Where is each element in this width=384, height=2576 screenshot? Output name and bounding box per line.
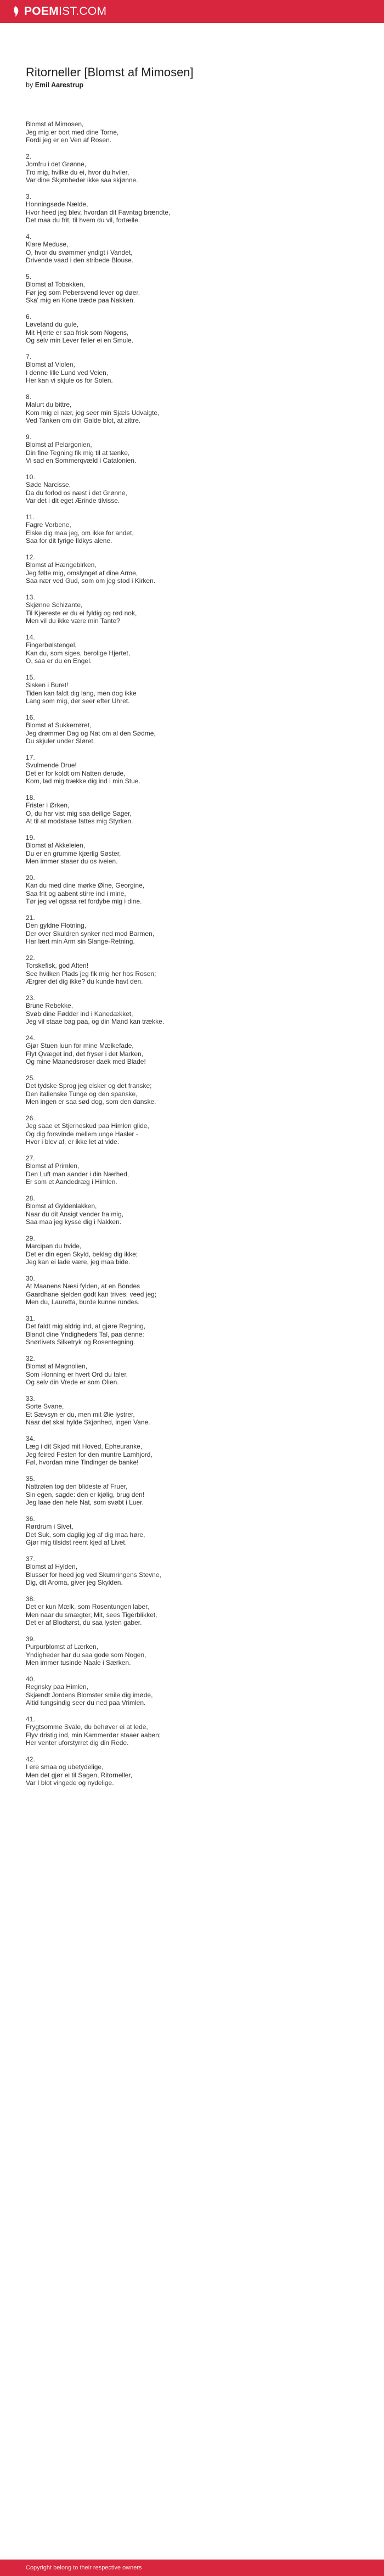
poem-line: Sisken i Buret! bbox=[26, 681, 69, 689]
poem-line: Jeg vil staae bag paa, og din Mand kan trække. bbox=[26, 1018, 165, 1025]
poem-line: Fingerbølstengel, bbox=[26, 641, 77, 649]
poem-line: Gjør mig tilsidst reent kjed af Livet. bbox=[26, 1539, 127, 1546]
poem-stanza bbox=[26, 1555, 355, 1587]
poem-line: Dig, dit Aroma, giver jeg Skylden. bbox=[26, 1579, 123, 1586]
poem-line: 4. bbox=[26, 232, 32, 240]
poem-line: Kom, lad mig trække dig ind i min Stue. bbox=[26, 777, 140, 785]
poem-line: 28. bbox=[26, 1194, 35, 1202]
poem-stanza bbox=[26, 1395, 355, 1427]
poem-line: Kom mig ei nær, jeg seer min Sjæls Udvalgte, bbox=[26, 408, 160, 417]
poem-line: See hvilken Plads jeg fik mig her hos Rosen; bbox=[26, 969, 156, 978]
poem-line: 8. bbox=[26, 392, 32, 401]
poem-line: Jeg følte mig, omslynget af dine Arme, bbox=[26, 569, 138, 577]
poem-line: 36. bbox=[26, 1514, 35, 1523]
poem-line: Blomst af Violen, bbox=[26, 361, 75, 368]
poem-line: Torskefisk, god Aften! bbox=[26, 962, 89, 969]
poem-line: Flyt Qvæget ind, det fryser i det Marken, bbox=[26, 1050, 144, 1058]
poem-line: Brune Rebekke, bbox=[26, 1002, 74, 1009]
poem-line: Men ingen er saa sød dog, som den danske. bbox=[26, 1098, 156, 1105]
poem-line: 34. bbox=[26, 1434, 35, 1443]
poem-line: Ærgrer det dig ikke? du kunde havt den. bbox=[26, 978, 143, 985]
poem-line: Men det gjør ei til Sagen, Ritorneller, bbox=[26, 1771, 133, 1779]
poem-line: 26. bbox=[26, 1114, 35, 1122]
poem-stanza bbox=[26, 834, 355, 866]
poem-line: Hvor heed jeg blev, hvordan dit Favntag brændte, bbox=[26, 208, 171, 216]
poem-line: Jeg feired Festen for den muntre Lamhjord, bbox=[26, 1450, 153, 1458]
poem-line: Men immer tusinde Naale i Særken. bbox=[26, 1659, 131, 1666]
poem-stanza bbox=[26, 994, 355, 1026]
poem-line: Rørdrum i Sivet, bbox=[26, 1523, 74, 1530]
poem-line: Fagre Verbene, bbox=[26, 521, 71, 529]
poem-line: 12. bbox=[26, 553, 35, 561]
poem-stanza bbox=[26, 954, 355, 986]
poem-line: Blomst af Gyldenlakken, bbox=[26, 1202, 97, 1210]
poem-line: O, du har vist mig saa deilige Sager, bbox=[26, 809, 132, 817]
poem-line: 2. bbox=[26, 152, 32, 160]
poem-line: 5. bbox=[26, 272, 32, 280]
poem-line: 10. bbox=[26, 473, 35, 481]
poem-line: 6. bbox=[26, 312, 32, 321]
poem-stanza bbox=[26, 1194, 355, 1226]
poem-line: Svulmende Drue! bbox=[26, 761, 77, 769]
poem-line: Var dine Skjønheder ikke saa skjønne. bbox=[26, 176, 138, 184]
poem-stanza bbox=[26, 473, 355, 505]
poem-line: 15. bbox=[26, 673, 35, 681]
poem-line: Tiden kan faldt dig lang, men dog ikke bbox=[26, 689, 137, 697]
poem-stanza bbox=[26, 1034, 355, 1066]
poem-line: Gjør Stuen luun for mine Mælkefade, bbox=[26, 1042, 134, 1050]
poem-line: Er som et Aandedræg i Himlen. bbox=[26, 1178, 117, 1186]
poem-line: Ska' mig en Kone træde paa Nakken. bbox=[26, 296, 135, 304]
poem-line: Jomfru i det Grønne, bbox=[26, 160, 87, 168]
poem-stanza bbox=[26, 914, 355, 946]
poem-line: Blomst af Primlen, bbox=[26, 1162, 80, 1170]
poem-line: 35. bbox=[26, 1474, 35, 1483]
by-label: by bbox=[26, 81, 33, 89]
poem-stanza bbox=[26, 1475, 355, 1507]
poem-line: Altid tungsindig seer du ned paa Vrimlen. bbox=[26, 1699, 146, 1707]
poem-stanza bbox=[26, 1315, 355, 1346]
footer-bar bbox=[0, 2560, 384, 2576]
poem-stanza bbox=[26, 193, 355, 225]
poem-line: Flyv dristig ind, min Kammerdør staaer aaben; bbox=[26, 1731, 161, 1739]
poem-line: Mit Hjerte er saa frisk som Nogens, bbox=[26, 328, 129, 336]
poem-line: Har lært min Arm sin Slange-Retning. bbox=[26, 938, 135, 945]
poem-stanza bbox=[26, 1114, 355, 1146]
poem-stanza bbox=[26, 874, 355, 906]
poem-line: 20. bbox=[26, 873, 35, 882]
top-bar bbox=[0, 0, 384, 23]
poem-stanza bbox=[26, 1675, 355, 1707]
poem-line: Sin egen, sagde: den er kjølig, brug den! bbox=[26, 1490, 145, 1499]
poem-line: Skjændt Jordens Blomster smile dig imøde, bbox=[26, 1691, 153, 1699]
poem-stanza bbox=[26, 1715, 355, 1747]
poem-line: Det maa du frit, til hvem du vil, fortælle. bbox=[26, 216, 140, 224]
poem-line: 21. bbox=[26, 913, 35, 922]
poem-line: 22. bbox=[26, 953, 35, 962]
poem-line: Og dig forsvinde mellem unge Hasler - bbox=[26, 1130, 138, 1138]
poem-line: At Maanens Næsi fylden, at en Bondes bbox=[26, 1282, 140, 1290]
poem-line: 23. bbox=[26, 994, 35, 1002]
poem-line: Skjønne Schizante, bbox=[26, 601, 83, 609]
poem-line: Saa nær ved Gud, som om jeg stod i Kirken. bbox=[26, 577, 156, 585]
poem-line: Det faldt mig aldrig ind, at gjøre Regning, bbox=[26, 1322, 146, 1330]
poem-line: Jeg kan ei lade være, jeg maa bide. bbox=[26, 1258, 131, 1266]
poem-line: Her kan vi skjule os for Solen. bbox=[26, 377, 113, 384]
poem-line: Men naar du smægter, Mit, sees Tigerblikket, bbox=[26, 1610, 157, 1619]
poem-line: Kan du, som siges, berolige Hjertet, bbox=[26, 649, 131, 657]
poem-stanza bbox=[26, 1154, 355, 1186]
poem-line: Regnsky paa Himlen, bbox=[26, 1683, 89, 1691]
site-logo[interactable] bbox=[10, 5, 106, 18]
poem-line: Det er af Blodtørst, du saa lysten gaber. bbox=[26, 1619, 142, 1626]
quill-icon bbox=[10, 5, 21, 18]
poem-line: Din fine Tegning fik mig til at tænke, bbox=[26, 448, 130, 457]
poem-line: Blomst af Magnolien, bbox=[26, 1362, 88, 1370]
poem-line: Svøb dine Fødder ind i Kanedækket, bbox=[26, 1009, 133, 1018]
poem-body bbox=[26, 120, 355, 1787]
poem-stanza bbox=[26, 1234, 355, 1266]
poem-line: Sorte Svane, bbox=[26, 1402, 64, 1410]
poem-line: Blomst af Mimosen, bbox=[26, 120, 84, 128]
poem-line: Den Luft man aander i din Nærhed, bbox=[26, 1170, 129, 1178]
poem-line: Blandt dine Yndigheders Tal, paa denne: bbox=[26, 1330, 144, 1338]
poem-stanza bbox=[26, 593, 355, 625]
poem-line: Den gyldne Flotning, bbox=[26, 922, 87, 929]
poem-line: Jeg drømmer Dag og Nat om al den Sødme, bbox=[26, 729, 156, 737]
poem-line: Jeg mig er bort med dine Torne, bbox=[26, 128, 119, 136]
poem-line: Tør jeg vel ogsaa ret fordybe mig i dine. bbox=[26, 897, 142, 905]
poem-line: Den italienske Tunge og den spanske, bbox=[26, 1090, 138, 1098]
poem-line: 13. bbox=[26, 593, 35, 601]
poem-stanza bbox=[26, 794, 355, 826]
poem-line: Og selv min Lever feiler ei en Smule. bbox=[26, 336, 134, 344]
poem-line: Søde Narcisse, bbox=[26, 481, 71, 489]
poem-line: Det er din egen Skyld, beklag dig ikke; bbox=[26, 1250, 138, 1258]
poem-line: Det Suk, som daglig jeg af dig maa høre, bbox=[26, 1530, 145, 1539]
poem-stanza bbox=[26, 513, 355, 545]
poem-stanza bbox=[26, 1635, 355, 1667]
poem-stanza bbox=[26, 633, 355, 665]
poem-stanza bbox=[26, 313, 355, 345]
poem-stanza bbox=[26, 1515, 355, 1547]
poem-stanza bbox=[26, 120, 355, 144]
poem-line: O, saa er du en Engel. bbox=[26, 657, 92, 665]
poem-line: 39. bbox=[26, 1635, 35, 1643]
poem-line: 9. bbox=[26, 433, 32, 441]
poem-stanza bbox=[26, 433, 355, 465]
poem-line: 17. bbox=[26, 753, 35, 761]
poem-line: At til at modstaae fattes mig Styrken. bbox=[26, 817, 133, 825]
poem-line: 33. bbox=[26, 1394, 35, 1402]
poem-line: 7. bbox=[26, 352, 32, 361]
poem-line: Det tydske Sprog jeg elsker og det franske; bbox=[26, 1082, 152, 1090]
poem-line: 24. bbox=[26, 1034, 35, 1042]
poem-line: Et Sævsyn er du, men mit Øie lystrer, bbox=[26, 1410, 135, 1418]
poem-line: 14. bbox=[26, 633, 35, 641]
poem-line: 25. bbox=[26, 1074, 35, 1082]
poem-line: Før jeg som Pebersvend lever og døer, bbox=[26, 288, 140, 296]
poem-line: Ved Tanken om din Galde blot, at zittre. bbox=[26, 417, 141, 424]
poem-line: Malurt du bittre, bbox=[26, 401, 72, 408]
poem-line: Frygtsomme Svale, du behøver ei at lede, bbox=[26, 1723, 148, 1731]
poem-stanza bbox=[26, 393, 355, 425]
poem-line: Blomst af Akkeleien, bbox=[26, 841, 86, 849]
poem-line: Blomst af Pelargonien, bbox=[26, 441, 92, 448]
poem-line: I ere smaa og ubetydelige, bbox=[26, 1763, 104, 1771]
poem-stanza bbox=[26, 1755, 355, 1787]
poem-byline bbox=[26, 81, 355, 89]
poem-line: Og selv din Vrede er som Olien. bbox=[26, 1378, 119, 1386]
poem-line: Da du forlod os næst i det Grønne, bbox=[26, 489, 127, 497]
poem-line: 30. bbox=[26, 1274, 35, 1282]
poem-line: Var det i dit eget Ærinde tilvisse. bbox=[26, 497, 120, 504]
poem-line: Men immer staaer du os iveien. bbox=[26, 857, 118, 865]
poem-line: Saa frit og aabent stirre ind i mine, bbox=[26, 889, 126, 897]
poem-stanza bbox=[26, 674, 355, 705]
poem-line: Marcipan du hvide, bbox=[26, 1242, 82, 1250]
poem-line: Drivende vaad i den stribede Blouse. bbox=[26, 256, 134, 264]
poem-stanza bbox=[26, 1355, 355, 1387]
poem-line: 40. bbox=[26, 1675, 35, 1683]
poem-title: Ritorneller [Blomst af Mimosen] bbox=[26, 65, 194, 79]
poem-line: Frister i Ørken, bbox=[26, 801, 70, 809]
poem-line: 42. bbox=[26, 1755, 35, 1763]
poem-line: Fordi jeg er en Ven af Rosen. bbox=[26, 136, 112, 144]
poem-line: 32. bbox=[26, 1354, 35, 1362]
poem-line: 41. bbox=[26, 1715, 35, 1723]
poem-line: 27. bbox=[26, 1154, 35, 1162]
poem-line: Løvetand du gule, bbox=[26, 321, 79, 328]
poem-line: Til Kjæreste er du ei fyldig og rød nok, bbox=[26, 609, 137, 617]
poem-line: Og mine Maanedsroser daek med Blade! bbox=[26, 1058, 146, 1065]
poem-line: 18. bbox=[26, 793, 35, 801]
poem-line: 3. bbox=[26, 192, 32, 200]
logo-text: POEMIST.COM bbox=[24, 5, 107, 18]
poem-line: Lang som mig, der seer efter Uhret. bbox=[26, 697, 130, 705]
poem-line: Nattrøien tog den blideste af Fruer, bbox=[26, 1483, 128, 1490]
poem-line: I denne lille Lund ved Veien, bbox=[26, 368, 109, 377]
poem-line: Jeg saae et Stjerneskud paa Himlen glide, bbox=[26, 1122, 149, 1130]
poem-line: Blomst af Hylden, bbox=[26, 1563, 78, 1570]
poem-line: 38. bbox=[26, 1595, 35, 1603]
poem-line: Som Honning er hvert Ord du taler, bbox=[26, 1370, 128, 1378]
poem-content bbox=[26, 65, 355, 1795]
poem-stanza bbox=[26, 754, 355, 785]
poem-stanza bbox=[26, 1074, 355, 1106]
poem-line: Naar det skal hylde Skjønhed, ingen Vane. bbox=[26, 1418, 150, 1426]
poem-line: Jeg laae den hele Nat, som svøbt i Luer. bbox=[26, 1499, 144, 1506]
poem-line: Blomst af Tobakken, bbox=[26, 280, 85, 288]
poem-stanza bbox=[26, 153, 355, 184]
poem-line: O, hvor du svømmer yndigt i Vandet, bbox=[26, 248, 133, 256]
poem-line: Blomst af Hængebirken, bbox=[26, 561, 97, 569]
poem-line: Blomst af Sukkerrøret, bbox=[26, 721, 92, 729]
poem-line: Gaardhane sjelden godt kan trives, veed jeg; bbox=[26, 1290, 157, 1298]
poem-line: 37. bbox=[26, 1554, 35, 1563]
poem-line: Du skjuler under Sløret. bbox=[26, 737, 95, 745]
poem-line: Tro mig, hvilke du ei, hvor du hviler, bbox=[26, 168, 129, 176]
poem-stanza bbox=[26, 714, 355, 745]
poem-line: Vi sad en Sommerqvæld i Catalonien. bbox=[26, 457, 137, 464]
poem-line: Hvor i blev af, er ikke let at vide. bbox=[26, 1138, 120, 1146]
poem-stanza bbox=[26, 233, 355, 265]
poem-line: Men vil du ikke være min Tante? bbox=[26, 617, 120, 625]
poem-line: Var I blot vingede og nydelige. bbox=[26, 1779, 114, 1787]
poem-stanza bbox=[26, 553, 355, 585]
poem-line: Kan du med dine mørke Øine, Georgine, bbox=[26, 882, 145, 889]
poem-line: 19. bbox=[26, 833, 35, 841]
poem-line: Elske dig maa jeg, om ikke for andet, bbox=[26, 529, 134, 537]
poem-line: Saa for dit fyrige Ildkys alene. bbox=[26, 537, 112, 545]
poem-line: Blusser for heed jeg ved Skumringens Stevne, bbox=[26, 1570, 161, 1579]
poem-line: Det er kun Mælk, som Rosentungen laber, bbox=[26, 1603, 149, 1610]
poem-line: Klare Meduse, bbox=[26, 240, 69, 248]
copyright-text: Copyright belong to their respective owners bbox=[26, 2564, 142, 2571]
poem-line: 29. bbox=[26, 1234, 35, 1242]
poem-line: Naar du dit Ansigt vender fra mig, bbox=[26, 1210, 124, 1218]
poem-stanza bbox=[26, 1435, 355, 1467]
poem-line: Du er en grumme kjærlig Søster, bbox=[26, 849, 121, 857]
poem-stanza bbox=[26, 353, 355, 385]
poem-line: Læg i dit Skjød mit Hoved, Epheuranke, bbox=[26, 1443, 143, 1450]
poem-stanza bbox=[26, 1275, 355, 1306]
poem-line: Yndigheder har du saa gode som Nogen, bbox=[26, 1651, 146, 1659]
poem-line: Snørlivets Silketryk og Rosentegning. bbox=[26, 1338, 135, 1346]
poem-stanza bbox=[26, 1595, 355, 1627]
poem-line: Purpurblomst af Lærken, bbox=[26, 1643, 99, 1651]
poem-line: Det er for koldt om Natten derude, bbox=[26, 769, 126, 777]
poem-line: Her venter uforstyrret dig din Rede. bbox=[26, 1739, 129, 1747]
poem-stanza bbox=[26, 273, 355, 305]
poem-line: Føl, hvordan mine Tindinger de banke! bbox=[26, 1458, 139, 1466]
poem-line: Honningsøde Nælde, bbox=[26, 200, 88, 208]
poem-line: Der over Skuldren synker ned mod Barmen, bbox=[26, 929, 155, 938]
poem-line: 31. bbox=[26, 1314, 35, 1322]
author-name[interactable]: Emil Aarestrup bbox=[35, 81, 84, 89]
poem-line: 11. bbox=[26, 513, 35, 521]
poem-line: 16. bbox=[26, 713, 35, 721]
poem-line: Men du, Lauretta, burde kunne rundes. bbox=[26, 1298, 140, 1306]
poem-line: Saa maa jeg kysse dig i Nakken. bbox=[26, 1218, 122, 1226]
